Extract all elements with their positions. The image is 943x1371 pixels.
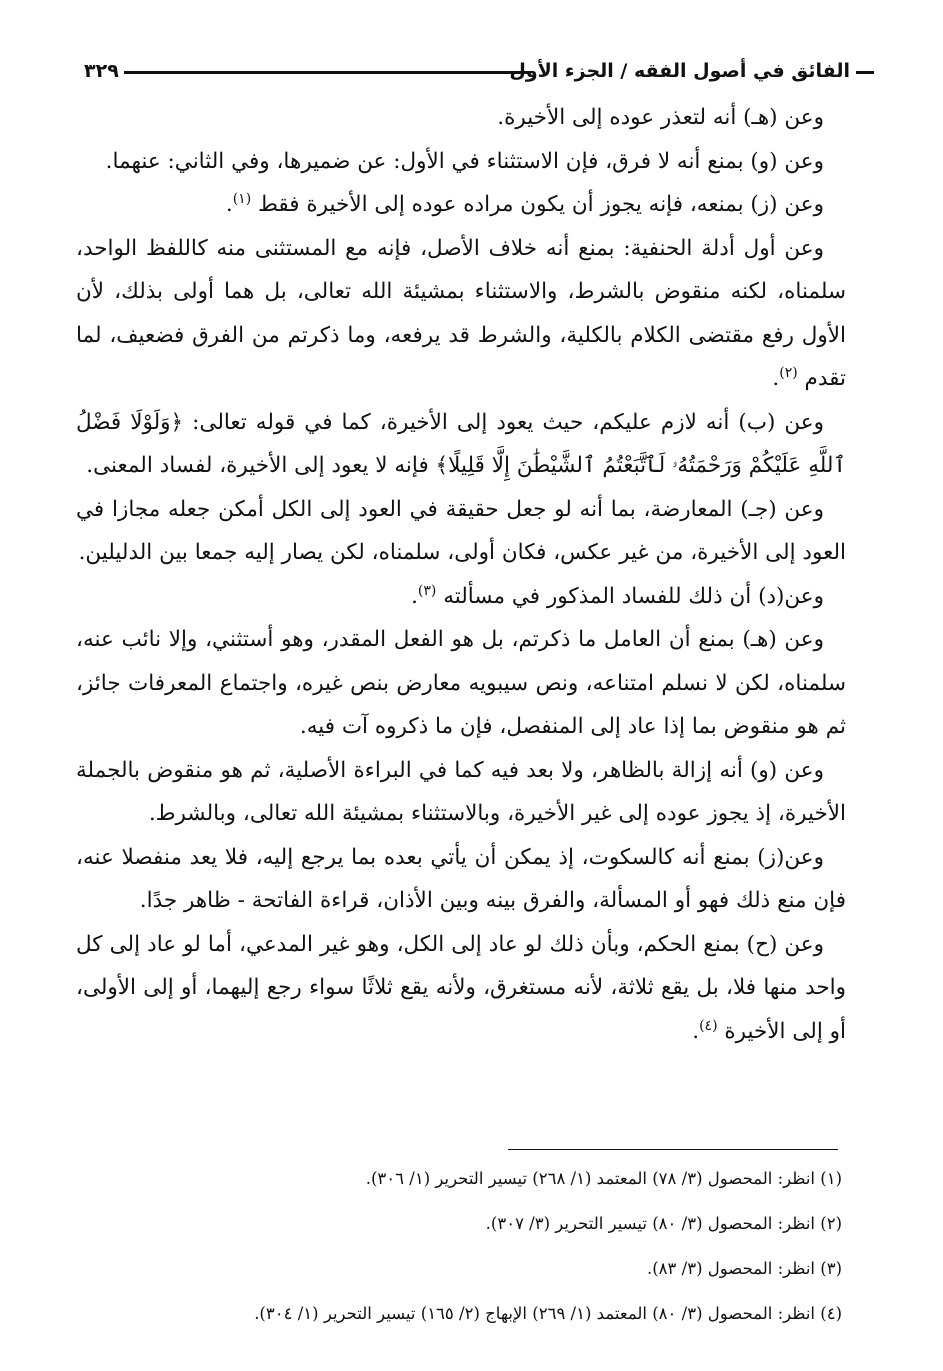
main-text [76, 96, 846, 1053]
header-rule [124, 71, 530, 74]
footnote-4: (٤) انظر: المحصول (٣/ ٨٠) المعتمد (١/ ٢٦٩) الإبهاج (٢/ ١٦٥) تيسير التحرير (١/ ٣٠٤). [254, 1304, 842, 1323]
paragraph: وعن (هـ) بمنع أن العامل ما ذكرتم، بل هو الفعل المقدر، وهو أستثني، وإلا نائب عنه، سلمناه، لكن لا نسلم امتناعه، ونص سيبويه معارض بنص غيره، واجتماع المعرفات جائز، ثم هو منقوض بما إذا عاد إلى المنفصل، فإن ما ذكروه آت فيه. [76, 627, 846, 739]
page-number: ٣٢٩ [84, 60, 119, 82]
paragraph: وعن (و) أنه إزالة بالظاهر، ولا بعد فيه كما في البراءة الأصلية، ثم هو منقوض بالجملة الأخيرة، إذ يجوز عوده إلى غير الأخيرة، وبالاستثناء بمشيئة الله تعالى، وبالشرط. [76, 757, 846, 826]
paragraph: وعن (ب) أنه لازم عليكم، حيث يعود إلى الأخيرة، كما في قوله تعالى: ﴿وَلَوْلَا فَضْلُ ٱللَّهِ عَلَيْكُمْ وَرَحْمَتُهُۥ لَٱتَّبَعْتُمُ ٱلشَّيْطَٰنَ إِلَّا قَلِيلًا﴾ فإنه لا يعود إلى الأخيرة، لفساد المعنى. [76, 409, 846, 478]
paragraph: وعن (ح) بمنع الحكم، وبأن ذلك لو عاد إلى الكل، وهو غير المدعي، أما لو عاد إلى كل واحد منها فلا، بل يقع ثلاثة، لأنه مستغرق، ولأنه يقع ثلاثًا سواء رجع إليهما، أو إلى الأولى، أو إلى الأخيرة $^{(٤)}$. [76, 931, 846, 1044]
paragraph: وعن (جـ) المعارضة، بما أنه لو جعل حقيقة في العود إلى الكل أمكن جعله مجازا في العود إلى الأخيرة، من غير عكس، فكان أولى، سلمناه، لكن يصار إليه جمعا بين الدليلين. [76, 496, 846, 565]
paragraph: وعن (و) بمنع أنه لا فرق، فإن الاستثناء في الأول: عن ضميرها، وفي الثاني: عنهما. [105, 148, 824, 174]
paragraph: وعن أول أدلة الحنفية: بمنع أنه خلاف الأصل، فإنه مع المستثنى منه كاللفظ الواحد، سلمناه، لكنه منقوض بالشرط، والاستثناء بمشيئة الله تعالى، بل هما أولى بذلك، لأن الأول رفع مقتضى الكلام بالكلية، والشرط قد يرفعه، وما ذكرتم من الفرق فضعيف، لما تقدم $^{(٢)}$. [76, 235, 846, 391]
footnote-ref[interactable]: (٣) [417, 582, 437, 599]
footnote-3: (٣) انظر: المحصول (٣/ ٨٣). [646, 1259, 842, 1278]
footnote-1: (١) انظر: المحصول (٣/ ٧٨) المعتمد (١/ ٢٦٨) تيسير التحرير (١/ ٣٠٦). [365, 1169, 842, 1188]
paragraph: وعن(ز) بمنع أنه كالسكوت، إذ يمكن أن يأتي بعده بما يرجع إليه، فلا يعد منفصلا عنه، فإن منع ذلك فهو أو المسألة، والفرق بينه وبين الأذان، قراءة الفاتحة - ظاهر جدًا. [76, 844, 846, 913]
footnotes [140, 1156, 842, 1336]
footnote-ref[interactable]: (١) [232, 190, 252, 207]
paragraph: وعن (ز) بمنعه، فإنه يجوز أن يكون مراده عوده إلى الأخيرة فقط $^{(١)}$. [225, 190, 824, 217]
footnote-ref[interactable]: (٤) [699, 1017, 718, 1034]
footnote-ref[interactable]: (٢) [779, 364, 798, 381]
paragraph: وعن (هـ) أنه لتعذر عوده إلى الأخيرة. [497, 105, 824, 130]
footnote-2: (٢) انظر: المحصول (٣/ ٨٠) تيسير التحرير (٣/ ٣٠٧). [485, 1214, 842, 1233]
page-header [84, 58, 850, 88]
running-title: الفائق في أصول الفقه / الجزء الأول [509, 60, 850, 82]
header-dash [856, 71, 874, 74]
paragraph: وعن(د) أن ذلك للفساد المذكور في مسألته $^{(٣)}$. [411, 582, 824, 609]
footnote-separator [508, 1149, 838, 1150]
